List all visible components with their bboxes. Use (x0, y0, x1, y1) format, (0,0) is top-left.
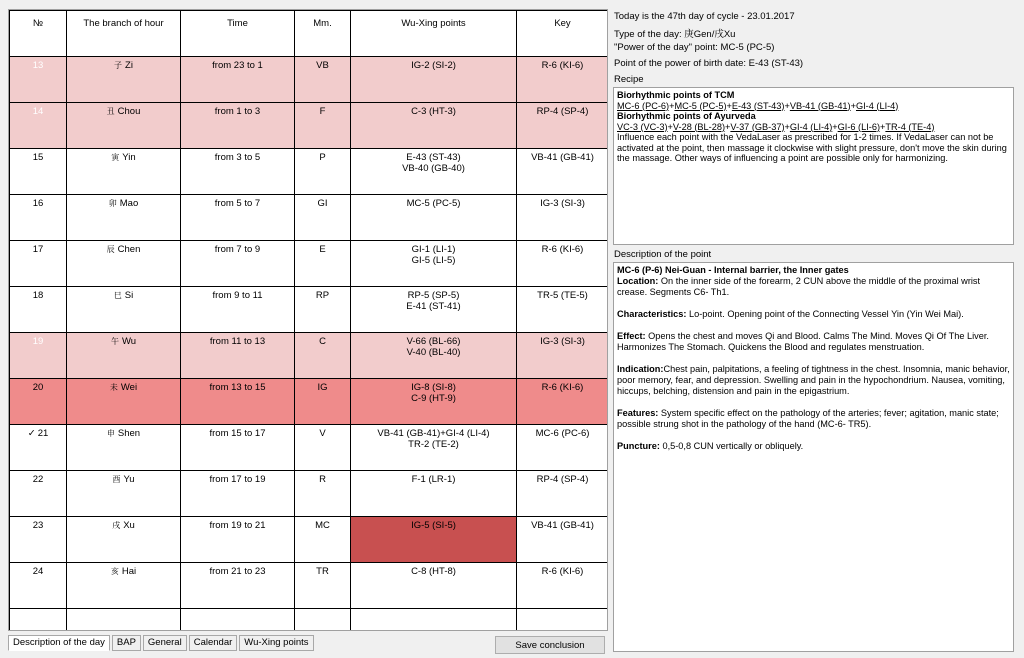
cell-time[interactable] (181, 471, 295, 517)
branch-name: Chou (117, 106, 141, 117)
meridian-text: TR (316, 566, 329, 577)
meridian-text: C (319, 336, 326, 347)
table-row[interactable] (10, 57, 609, 103)
cell-meridian[interactable] (295, 379, 351, 425)
meridian-text: E (319, 244, 326, 255)
effect-text: Opens the chest and moves Qi and Blood. Calms The Mind. Moves Qi Of The Liver. Harmonizes The Stomach. Quickens the Blood and regulates menstruation. (617, 331, 989, 352)
column-header-wuxing[interactable]: Wu-Xing points (351, 11, 517, 57)
branch-name: Xu (123, 520, 135, 531)
cell-time[interactable] (181, 563, 295, 609)
tcm-points-line: MC-6 (PC-6)+MC-5 (PC-5)+E-43 (ST-43)+VB-41 (GB-41)+GI-4 (LI-4) (617, 100, 899, 111)
puncture-paragraph (617, 441, 1010, 452)
meridian-text: VB (316, 60, 329, 71)
cycle-day-text: Today is the 47th day of cycle - 23.01.2017 (614, 11, 795, 22)
puncture-text: 0,5-0,8 CUN vertically or obliquely. (662, 441, 804, 451)
branch-glyph: 未 (109, 383, 118, 392)
meridian-text: IG (317, 382, 328, 393)
ayurveda-point-link[interactable]: V-28 (BL-28) (672, 121, 726, 132)
cell-wuxing[interactable] (351, 425, 517, 471)
cell-wuxing[interactable] (351, 471, 517, 517)
location-text: On the inner side of the forearm, 2 CUN above the middle of the proximal wrist crease. Segments C6- Th1. (617, 276, 981, 297)
tcm-point-link[interactable]: MC-6 (PC-6) (617, 100, 670, 111)
wuxing-point: E-43 (ST-43) (406, 152, 461, 163)
cell-branch[interactable] (67, 517, 181, 563)
cell-time[interactable] (181, 195, 295, 241)
day-type-text: Type of the day: 庚Gen/戌Xu (614, 29, 736, 40)
cell-branch[interactable] (67, 471, 181, 517)
time-text: from 3 to 5 (214, 152, 261, 163)
row-number: 20 (32, 382, 44, 393)
cell-key[interactable] (517, 241, 609, 287)
cell-key[interactable] (517, 287, 609, 333)
time-text: from 7 to 9 (214, 244, 261, 255)
wuxing-point-secondary: GI-5 (LI-5) (411, 255, 456, 266)
key-point: RP-4 (SP-4) (536, 474, 589, 485)
cell-number[interactable] (10, 563, 67, 609)
wuxing-point: V-66 (BL-66) (406, 336, 461, 347)
column-header-key[interactable]: Key (517, 11, 609, 57)
cell-time[interactable] (181, 103, 295, 149)
table-row[interactable] (10, 195, 609, 241)
cell-key[interactable] (517, 517, 609, 563)
key-point: IG-3 (SI-3) (540, 336, 585, 347)
cell-branch[interactable] (67, 57, 181, 103)
meridian-text: RP (315, 290, 330, 301)
time-text: from 13 to 15 (209, 382, 266, 393)
wuxing-point: IG-2 (SI-2) (411, 60, 456, 71)
time-text: from 21 to 23 (209, 566, 266, 577)
wuxing-point-secondary: V-40 (BL-40) (406, 347, 461, 358)
cell-meridian[interactable] (295, 195, 351, 241)
cell-wuxing[interactable] (351, 517, 517, 563)
features-text: System specific effect on the pathology of the arteries; fever; agitation, manic state; possible strung shot in the pathology of the hand (MC-6- TR5). (617, 408, 999, 429)
table-row[interactable] (10, 471, 609, 517)
cell-key[interactable] (517, 425, 609, 471)
key-point: R-6 (KI-6) (541, 60, 584, 71)
table-row[interactable] (10, 287, 609, 333)
table-header-row (10, 11, 609, 57)
cell-time[interactable] (181, 425, 295, 471)
hour-grid[interactable] (8, 9, 608, 631)
meridian-text: F (319, 106, 326, 117)
meridian-text: MC (315, 520, 330, 531)
table-row-empty (10, 609, 609, 632)
wuxing-point-secondary: E-41 (ST-41) (406, 301, 461, 312)
cell-number[interactable] (10, 57, 67, 103)
hour-table (9, 10, 608, 631)
branch-name: Hai (121, 566, 137, 577)
branch-glyph: 寅 (111, 153, 120, 162)
table-row[interactable] (10, 103, 609, 149)
cell-branch[interactable] (67, 287, 181, 333)
location-paragraph (617, 276, 1010, 298)
wuxing-point: VB-41 (GB-41)+GI-4 (LI-4) (377, 428, 490, 439)
cell-wuxing[interactable] (351, 241, 517, 287)
branch-glyph: 卯 (108, 199, 117, 208)
key-point: TR-5 (TE-5) (537, 290, 588, 301)
cell-key[interactable] (517, 333, 609, 379)
ayurveda-point-link[interactable]: V-37 (GB-37) (730, 121, 785, 132)
empty-cell (351, 609, 517, 632)
row-number: 13 (32, 60, 44, 71)
key-point: MC-6 (PC-6) (535, 428, 590, 439)
meridian-text: P (319, 152, 326, 163)
wuxing-point-secondary: C-9 (HT-9) (411, 393, 456, 404)
row-number: 19 (32, 336, 44, 347)
point-title: MC-6 (P-6) Nei-Guan - Internal barrier, the Inner gates (617, 265, 849, 275)
indication-paragraph (617, 364, 1010, 397)
cell-key[interactable] (517, 103, 609, 149)
tab-calendar[interactable]: Calendar (189, 635, 238, 651)
cell-time[interactable] (181, 287, 295, 333)
branch-glyph: 戌 (112, 521, 121, 530)
branch-glyph: 酉 (112, 475, 121, 484)
cell-branch[interactable] (67, 103, 181, 149)
cell-wuxing[interactable] (351, 149, 517, 195)
cell-number[interactable] (10, 333, 67, 379)
cell-wuxing[interactable] (351, 287, 517, 333)
table-row[interactable] (10, 241, 609, 287)
time-text: from 15 to 17 (209, 428, 266, 439)
characteristics-paragraph (617, 309, 1010, 320)
cell-time[interactable] (181, 333, 295, 379)
cell-wuxing[interactable] (351, 379, 517, 425)
empty-cell (181, 609, 295, 632)
key-point: RP-4 (SP-4) (536, 106, 589, 117)
branch-glyph: 子 (114, 61, 123, 70)
power-of-day-text: "Power of the day" point: MC-5 (PC-5) (614, 42, 775, 53)
wuxing-point: C-8 (HT-8) (411, 566, 456, 577)
description-label: Description of the point (614, 249, 712, 260)
meridian-text: GI (317, 198, 328, 209)
time-text: from 23 to 1 (212, 60, 263, 71)
column-header-time[interactable]: Time (181, 11, 295, 57)
cell-meridian[interactable] (295, 287, 351, 333)
cell-time[interactable] (181, 379, 295, 425)
cell-meridian[interactable] (295, 333, 351, 379)
wuxing-point: IG-5 (SI-5) (411, 520, 456, 531)
empty-cell (295, 609, 351, 632)
cell-wuxing[interactable] (351, 103, 517, 149)
bottom-tabs (8, 635, 316, 651)
cell-branch[interactable] (67, 241, 181, 287)
cell-time[interactable] (181, 149, 295, 195)
cell-wuxing[interactable] (351, 57, 517, 103)
point-description-textbox[interactable] (613, 262, 1014, 652)
tab-bap[interactable]: BAP (112, 635, 141, 651)
row-number: 14 (32, 106, 44, 117)
cell-number[interactable] (10, 149, 67, 195)
cell-number[interactable] (10, 195, 67, 241)
empty-cell (517, 609, 609, 632)
ayurveda-point-link[interactable]: VC-3 (VC-3) (617, 121, 668, 132)
cell-key[interactable] (517, 563, 609, 609)
row-number: 15 (32, 152, 44, 163)
cell-branch[interactable] (67, 425, 181, 471)
tcm-point-link[interactable]: E-43 (ST-43) (731, 100, 785, 111)
table-row[interactable] (10, 333, 609, 379)
cell-meridian[interactable] (295, 425, 351, 471)
empty-cell (10, 609, 67, 632)
tab-description-of-the-day[interactable]: Description of the day (8, 635, 110, 651)
tab-wu-xing-points[interactable]: Wu-Xing points (239, 635, 313, 651)
cell-key[interactable] (517, 149, 609, 195)
tcm-point-link[interactable]: VB-41 (GB-41) (789, 100, 851, 111)
branch-name: Yin (122, 152, 136, 163)
table-row[interactable] (10, 379, 609, 425)
column-header-number[interactable]: № (10, 11, 67, 57)
indication-text: Chest pain, palpitations, a feeling of tightness in the chest. Insomnia, manic behavior, poor memory, fear, and depression. Swelling and pain in the hypochondrium. Nausea, vomiting, hiccups, belching, distension and pain in the epigastrium. (617, 364, 1010, 396)
column-header-branch[interactable]: The branch of hour (67, 11, 181, 57)
cell-branch[interactable] (67, 563, 181, 609)
cell-time[interactable] (181, 517, 295, 563)
cell-meridian[interactable] (295, 471, 351, 517)
check-mark-icon: ✓ (27, 428, 36, 439)
cell-number[interactable] (10, 517, 67, 563)
effect-label: Effect: (617, 331, 646, 341)
characteristics-label: Characteristics: (617, 309, 687, 319)
row-number: 18 (32, 290, 44, 301)
cell-number[interactable] (10, 103, 67, 149)
branch-name: Wei (120, 382, 138, 393)
column-header-meridian[interactable]: Mm. (295, 11, 351, 57)
time-text: from 17 to 19 (209, 474, 266, 485)
tab-general[interactable]: General (143, 635, 187, 651)
branch-name: Wu (121, 336, 137, 347)
key-point: VB-41 (GB-41) (531, 152, 594, 163)
meridian-text: R (319, 474, 326, 485)
key-point: R-6 (KI-6) (541, 566, 584, 577)
cell-key[interactable] (517, 195, 609, 241)
birth-power-text: Point of the power of birth date: E-43 (ST-43) (614, 58, 804, 69)
cell-branch[interactable] (67, 149, 181, 195)
cell-meridian[interactable] (295, 517, 351, 563)
cell-time[interactable] (181, 241, 295, 287)
save-conclusion-button[interactable]: Save conclusion (495, 636, 605, 654)
cell-meridian[interactable] (295, 149, 351, 195)
wuxing-point: MC-5 (PC-5) (406, 198, 461, 209)
features-paragraph (617, 408, 1010, 430)
key-point: VB-41 (GB-41) (531, 520, 594, 531)
time-text: from 11 to 13 (209, 336, 266, 347)
time-text: from 9 to 11 (212, 290, 263, 301)
cell-meridian[interactable] (295, 57, 351, 103)
ayurveda-point-link[interactable]: TR-4 (TE-4) (885, 121, 935, 132)
time-text: from 1 to 3 (214, 106, 261, 117)
branch-glyph: 申 (106, 429, 115, 438)
cell-number[interactable] (10, 471, 67, 517)
effect-paragraph (617, 331, 1010, 353)
branch-glyph: 巳 (113, 291, 122, 300)
cell-wuxing[interactable] (351, 333, 517, 379)
cell-number[interactable] (10, 287, 67, 333)
table-row[interactable] (10, 563, 609, 609)
wuxing-point: C-3 (HT-3) (411, 106, 456, 117)
wuxing-point: F-1 (LR-1) (411, 474, 456, 485)
table-row[interactable] (10, 149, 609, 195)
wuxing-point: RP-5 (SP-5) (407, 290, 460, 301)
branch-name: Mao (119, 198, 139, 209)
cell-number[interactable] (10, 241, 67, 287)
branch-name: Zi (125, 60, 133, 71)
row-number: 16 (32, 198, 44, 209)
cell-key[interactable] (517, 471, 609, 517)
branch-name: Si (124, 290, 134, 301)
ayurveda-points-line: VC-3 (VC-3)+V-28 (BL-28)+V-37 (GB-37)+GI-4 (LI-4)+GI-6 (LI-6)+TR-4 (TE-4) (617, 121, 935, 132)
table-row[interactable] (10, 425, 609, 471)
characteristics-text: Lo-point. Opening point of the Connecting Vessel Yin (Yin Wei Mai). (689, 309, 964, 319)
cell-meridian[interactable] (295, 103, 351, 149)
location-label: Location: (617, 276, 659, 286)
meridian-text: V (319, 428, 326, 439)
tcm-point-link[interactable]: GI-4 (LI-4) (855, 100, 899, 111)
indication-label: Indication: (617, 364, 664, 374)
cell-meridian[interactable] (295, 241, 351, 287)
wuxing-point-secondary: VB-40 (GB-40) (402, 163, 465, 174)
ayurveda-point-link[interactable]: GI-6 (LI-6) (837, 121, 881, 132)
row-number: 24 (32, 566, 44, 577)
ayurveda-point-link[interactable]: GI-4 (LI-4) (789, 121, 833, 132)
branch-name: Yu (123, 474, 135, 485)
key-point: R-6 (KI-6) (541, 244, 584, 255)
recipe-instructions: Influence each point with the VedaLaser as prescribed for 1-2 times. If VedaLaser can not be activated at the point, then massage it clockwise with slight pressure, don't move the skin during the massage. Other ways of influencing a point are possible only for harmonizing. (617, 132, 1007, 163)
time-text: from 19 to 21 (209, 520, 266, 531)
row-number: 22 (32, 474, 44, 485)
row-number: 21 (37, 428, 49, 439)
tcm-heading: Biorhythmic points of TCM (617, 90, 735, 100)
cell-wuxing[interactable] (351, 563, 517, 609)
cell-branch[interactable] (67, 333, 181, 379)
branch-name: Shen (117, 428, 141, 439)
cell-key[interactable] (517, 57, 609, 103)
wuxing-point: IG-8 (SI-8) (411, 382, 456, 393)
tcm-point-link[interactable]: MC-5 (PC-5) (674, 100, 727, 111)
cell-branch[interactable] (67, 379, 181, 425)
empty-cell (67, 609, 181, 632)
row-number: 23 (32, 520, 44, 531)
key-point: IG-3 (SI-3) (540, 198, 585, 209)
features-label: Features: (617, 408, 659, 418)
branch-glyph: 亥 (110, 567, 119, 576)
cell-time[interactable] (181, 57, 295, 103)
time-text: from 5 to 7 (214, 198, 261, 209)
cell-number[interactable] (10, 425, 67, 471)
recipe-label: Recipe (614, 74, 644, 85)
wuxing-point: GI-1 (LI-1) (411, 244, 456, 255)
cell-key[interactable] (517, 379, 609, 425)
key-point: R-6 (KI-6) (541, 382, 584, 393)
branch-glyph: 丑 (106, 107, 115, 116)
cell-branch[interactable] (67, 195, 181, 241)
cell-meridian[interactable] (295, 563, 351, 609)
table-row[interactable] (10, 517, 609, 563)
recipe-textbox[interactable] (613, 87, 1014, 245)
wuxing-point-secondary: TR-2 (TE-2) (408, 439, 459, 450)
cell-wuxing[interactable] (351, 195, 517, 241)
branch-glyph: 辰 (106, 245, 115, 254)
cell-number[interactable] (10, 379, 67, 425)
row-number: 17 (32, 244, 44, 255)
puncture-label: Puncture: (617, 441, 660, 451)
branch-glyph: 午 (110, 337, 119, 346)
ayurveda-heading: Biorhythmic points of Ayurveda (617, 111, 756, 121)
branch-name: Chen (117, 244, 141, 255)
